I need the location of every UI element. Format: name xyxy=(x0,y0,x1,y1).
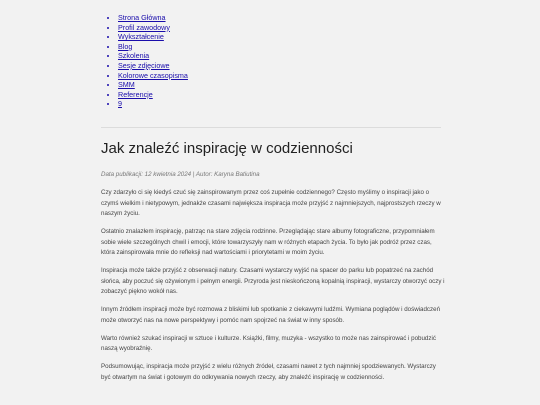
nav-link-9[interactable]: 9 xyxy=(118,99,122,109)
article-meta: Data publikacji: 12 kwietnia 2024 | Autor: Karyna Batiutina xyxy=(101,171,260,178)
nav-link-magazines[interactable]: Kolorowe czasopisma xyxy=(118,70,188,80)
nav-link-home[interactable]: Strona Główna xyxy=(118,13,166,22)
nav-link-references[interactable]: Referencje xyxy=(118,89,153,99)
article-paragraph: Czy zdarzyło ci się kiedyś czuć się zainspirowanym przez coś zupełnie codziennego? Często myślimy o inspiracji jako o czymś wielkim i nietypowym, jednakże czasami największa inspiracja może przyjść z najmniejszych, najprostszych rzeczy w naszym życiu. xyxy=(101,189,441,217)
nav-item-trainings xyxy=(118,51,188,61)
article-paragraph: Ostatnio znalazłem inspirację, patrząc na stare zdjęcia rodzinne. Przeglądając stare albumy fotograficzne, przypomniałem sobie wiele szczególnych chwil i emocji, które towarzyszyły nam w różnych etapach życia. To było jak podróż przez czas, która zainspirowała mnie do refleksji nad wartościami i priorytetami w moim życiu. xyxy=(101,228,435,256)
article-paragraph: Podsumowując, inspiracja może przyjść z wielu różnych źródeł, czasami nawet z tych najmniej spodziewanych. Wystarczy być otwartym na świat i gotowym do odkrywania nowych rzeczy, aby znaleźć inspirację w codzienności. xyxy=(101,363,436,381)
nav-link-education[interactable]: Wykształcenie xyxy=(118,32,164,42)
nav-item-home xyxy=(118,13,188,23)
article-paragraph: Inspiracja może także przyjść z obserwacji natury. Czasami wystarczy wyjść na spacer do parku lub popatrzeć na zachód słońca, aby poczuć się ożywionym i pełnym energii. Przyroda jest nieskończoną kopalnią inspiracji, wystarczy otworzyć oczy i zobaczyć piękno wokół nas. xyxy=(101,267,445,295)
article-paragraph: Warto również szukać inspiracji w sztuce i kulturze. Książki, filmy, muzyka - wszystko to może nas zainspirować i pobudzić naszą wyobraźnię. xyxy=(101,334,436,352)
nav-item-smm xyxy=(118,80,188,90)
nav-link-photo-sessions[interactable]: Sesje zdjęciowe xyxy=(118,60,170,70)
nav-list xyxy=(103,13,188,109)
article-body xyxy=(101,188,446,391)
article-title: Jak znaleźć inspirację w codzienności xyxy=(101,140,353,157)
nav-link-smm[interactable]: SMM xyxy=(118,80,135,90)
nav-item-profile xyxy=(118,23,188,33)
nav-item-references xyxy=(118,90,188,100)
nav-link-profile[interactable]: Profil zawodowy xyxy=(118,22,170,32)
nav-item-education xyxy=(118,32,188,42)
nav-item-photo-sessions xyxy=(118,61,188,71)
nav-link-trainings[interactable]: Szkolenia xyxy=(118,51,150,61)
nav-item-9 xyxy=(118,99,188,109)
main-navigation xyxy=(103,13,188,109)
nav-item-magazines xyxy=(118,71,188,81)
header-divider xyxy=(101,127,441,128)
nav-item-blog xyxy=(118,42,188,52)
nav-link-blog[interactable]: Blog xyxy=(118,41,133,51)
article-paragraph: Innym źródłem inspiracji może być rozmowa z bliskimi lub spotkanie z ciekawymi ludźmi. Wymiana poglądów i doświadczeń może otworzyć nas na nowe perspektywy i pomóc nam spojrzeć na świat w inny sposób. xyxy=(101,306,441,324)
